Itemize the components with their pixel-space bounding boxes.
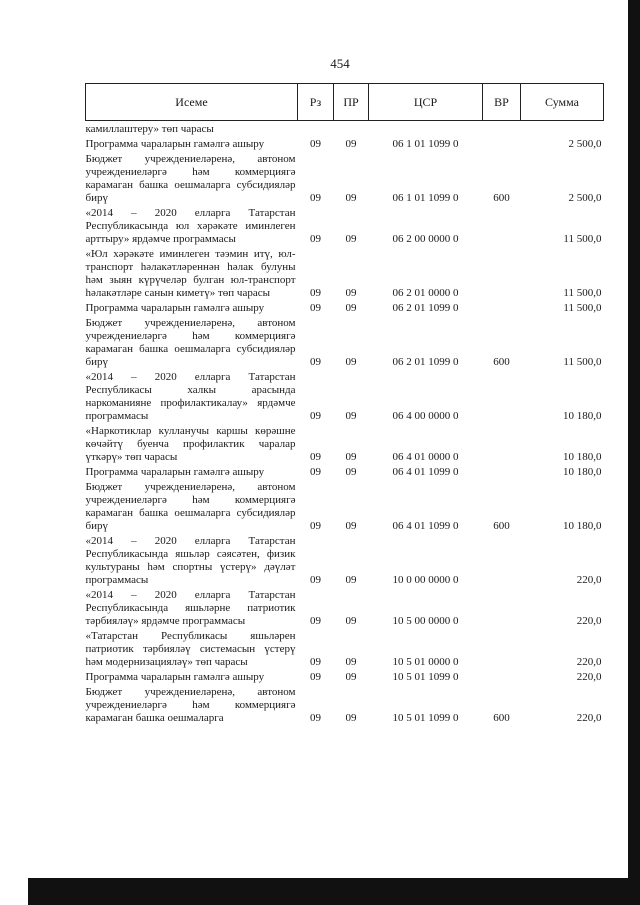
table-row: [86, 535, 604, 589]
row-rz: 09: [310, 138, 321, 150]
row-sum: 220,0: [576, 712, 602, 724]
column-header-csr: ЦСР: [369, 84, 483, 121]
row-csr: 10 5 00 0000 0: [392, 615, 459, 627]
row-sum: 11 500,0: [563, 302, 602, 314]
table-row: [86, 686, 604, 727]
row-vr: [483, 425, 521, 466]
row-vr: [483, 248, 521, 302]
row-pr: 09: [345, 356, 357, 368]
row-rz: 09: [310, 233, 321, 245]
table-row: [86, 207, 604, 248]
table-row: [86, 121, 604, 139]
row-rz: 09: [310, 615, 321, 627]
row-rz: 09: [310, 712, 321, 724]
row-pr: 09: [345, 192, 357, 204]
row-csr: 06 1 01 1099 0: [392, 192, 459, 204]
column-header-vr: ВР: [483, 84, 521, 121]
scan-edge-bottom: [28, 878, 640, 905]
budget-table: [85, 83, 604, 727]
table-row: [86, 425, 604, 466]
row-rz: 09: [310, 466, 321, 478]
row-pr: 09: [345, 410, 357, 422]
row-name: Программа чараларын гамәлгә ашыру: [85, 138, 265, 150]
row-name: Бюджет учреждениеләренә, автоном учреждениеләргә һәм коммерциягә карамаган башка оешмаларга субсидияләр бирү: [85, 153, 296, 204]
row-vr: 600: [493, 520, 510, 532]
row-csr: 06 2 01 1099 0: [392, 356, 459, 368]
row-pr: 09: [345, 671, 357, 683]
row-pr: 09: [345, 138, 357, 150]
row-sum: 10 180,0: [563, 410, 602, 422]
row-rz: 09: [310, 356, 321, 368]
row-name: «Татарстан Республикасы яшьләрен патриотик тәрбияләү системасын үстерү һәм модернизацияләү» төп чарасы: [85, 630, 296, 668]
row-vr: 600: [493, 356, 510, 368]
row-csr: 06 2 01 1099 0: [392, 302, 459, 314]
row-rz: 09: [310, 302, 321, 314]
row-vr: [483, 121, 521, 139]
row-sum: 220,0: [576, 574, 602, 586]
row-sum: 2 500,0: [568, 192, 602, 204]
row-rz: 09: [310, 451, 321, 463]
row-csr: 06 2 01 0000 0: [392, 287, 459, 299]
row-sum: 220,0: [576, 671, 602, 683]
row-pr: 09: [345, 712, 357, 724]
row-vr: [483, 302, 521, 317]
row-vr: 600: [493, 712, 510, 724]
table-header-row: [86, 84, 604, 121]
row-name: Программа чараларын гамәлгә ашыру: [85, 671, 265, 683]
row-vr: [483, 138, 521, 153]
table-row: [86, 317, 604, 371]
row-csr: [369, 121, 483, 139]
row-csr: 10 5 01 1099 0: [392, 671, 459, 683]
row-pr: 09: [345, 233, 357, 245]
row-sum: 11 500,0: [563, 356, 602, 368]
table-row: [86, 589, 604, 630]
row-sum: 11 500,0: [563, 233, 602, 245]
row-sum: 10 180,0: [563, 466, 602, 478]
table-row: [86, 630, 604, 671]
row-vr: [483, 589, 521, 630]
row-csr: 10 5 01 0000 0: [392, 656, 459, 668]
row-vr: [483, 535, 521, 589]
row-pr: 09: [345, 574, 357, 586]
row-pr: 09: [345, 466, 357, 478]
table-row: [86, 371, 604, 425]
row-name: «2014 – 2020 елларга Татарстан Республикасында яшьләр сәясәтен, физик культураны һәм спортны үстерү» дәүләт программасы: [85, 535, 296, 586]
page-number: 454: [330, 56, 350, 71]
row-sum: 220,0: [576, 656, 602, 668]
row-vr: [483, 371, 521, 425]
row-sum: 220,0: [576, 615, 602, 627]
row-rz: 09: [310, 520, 321, 532]
row-sum: [521, 121, 604, 139]
row-vr: [483, 466, 521, 481]
column-header-sum: Сумма: [521, 84, 604, 121]
table-row: [86, 248, 604, 302]
row-pr: 09: [345, 656, 357, 668]
row-name: Программа чараларын гамәлгә ашыру: [85, 466, 265, 478]
row-sum: 2 500,0: [568, 138, 602, 150]
row-name: «Наркотиклар кулланучы каршы көрәшне көчәйтү буенча профилактик чаралар үткәрү» төп чарасы: [85, 425, 296, 463]
row-name: «2014 – 2020 елларга Татарстан Республикасында яшьләрне патриотик тәрбияләү» ярдәмче программасы: [85, 589, 296, 627]
row-pr: 09: [345, 302, 357, 314]
row-csr: 06 4 00 0000 0: [392, 410, 459, 422]
row-vr: [483, 630, 521, 671]
row-vr: 600: [493, 192, 510, 204]
row-name: Бюджет учреждениеләренә, автоном учреждениеләргә һәм коммерциягә карамаган башка оешмаларга субсидияләр бирү: [85, 317, 296, 368]
row-sum: 11 500,0: [563, 287, 602, 299]
row-csr: 10 0 00 0000 0: [392, 574, 459, 586]
row-pr: 09: [345, 287, 357, 299]
row-rz: [298, 121, 334, 139]
column-header-name: Исеме: [86, 84, 298, 121]
row-name: Бюджет учреждениеләренә, автоном учреждениеләргә һәм коммерциягә карамаган башка оешмаларга субсидияләр бирү: [85, 481, 296, 532]
row-rz: 09: [310, 671, 321, 683]
table-row: [86, 138, 604, 153]
row-name: Бюджет учреждениеләренә, автоном учреждениеләргә һәм коммерциягә карамаган башка оешмаларга: [85, 686, 296, 724]
row-name: «2014 – 2020 елларга Татарстан Республикасы халкы арасында наркоманияне профилактикалау» ярдәмче программасы: [85, 371, 296, 422]
column-header-pr: ПР: [334, 84, 369, 121]
row-vr: [483, 207, 521, 248]
row-rz: 09: [310, 656, 321, 668]
table-row: [86, 153, 604, 207]
row-name: «Юл хәрәкәте иминлеген тәэмин итү, юл-транспорт һәлакәтләреннән һәлак булуны һәм зыян күрүчеләр булган юл-транспорт һәлакәтләре санын киметү» төп чарасы: [85, 248, 296, 299]
row-rz: 09: [310, 410, 321, 422]
row-csr: 06 4 01 1099 0: [392, 520, 459, 532]
row-name: Программа чараларын гамәлгә ашыру: [85, 302, 265, 314]
column-header-rz: Рз: [298, 84, 334, 121]
row-csr: 06 4 01 1099 0: [392, 466, 459, 478]
row-csr: 06 1 01 1099 0: [392, 138, 459, 150]
row-name: камиллаштеру» төп чарасы: [85, 123, 214, 135]
scan-edge-right: [628, 0, 640, 905]
row-rz: 09: [310, 574, 321, 586]
row-csr: 10 5 01 1099 0: [392, 712, 459, 724]
row-name: «2014 – 2020 елларга Татарстан Республикасында юл хәрәкәте иминлеген арттыру» ярдәмче программасы: [85, 207, 296, 245]
row-csr: 06 4 01 0000 0: [392, 451, 459, 463]
row-rz: 09: [310, 192, 321, 204]
row-pr: [334, 121, 369, 139]
row-pr: 09: [345, 520, 357, 532]
table-row: [86, 481, 604, 535]
row-sum: 10 180,0: [563, 451, 602, 463]
table-row: [86, 671, 604, 686]
row-pr: 09: [345, 615, 357, 627]
row-csr: 06 2 00 0000 0: [392, 233, 459, 245]
table-row: [86, 466, 604, 481]
table-row: [86, 302, 604, 317]
row-sum: 10 180,0: [563, 520, 602, 532]
row-vr: [483, 671, 521, 686]
row-pr: 09: [345, 451, 357, 463]
row-rz: 09: [310, 287, 321, 299]
